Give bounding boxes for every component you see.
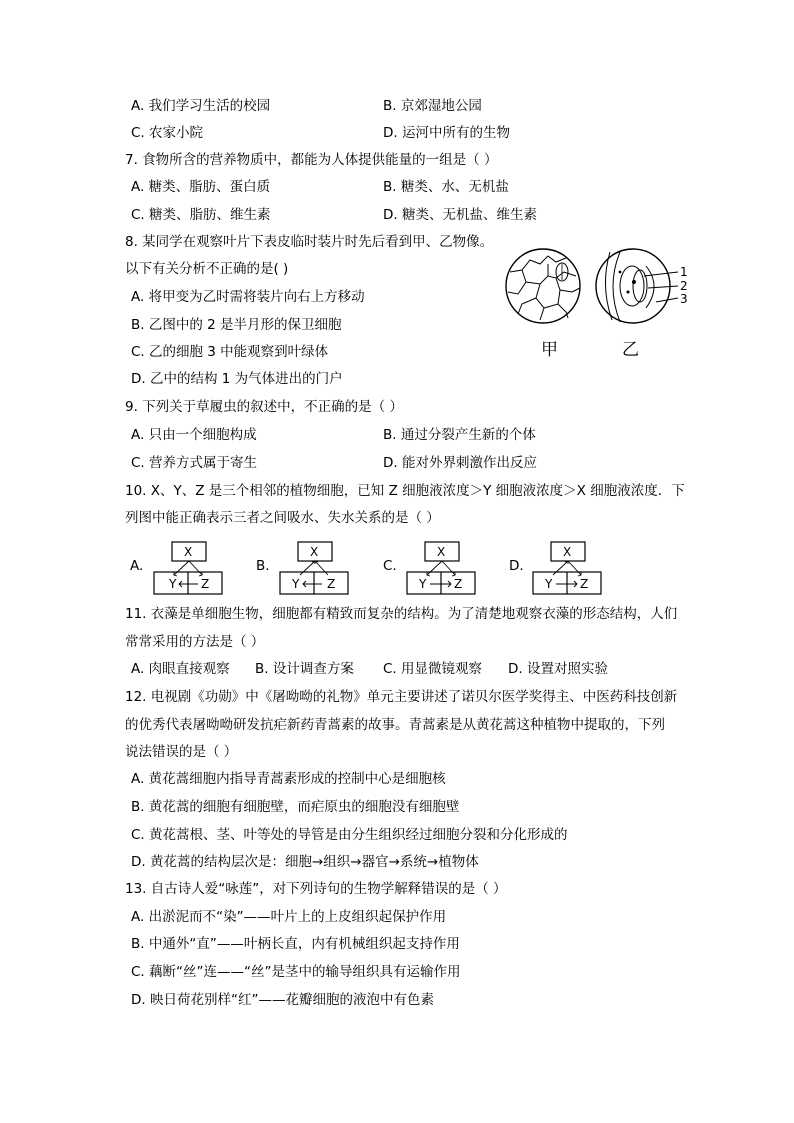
q10-option-d-label: D. bbox=[509, 558, 524, 574]
q13-option-b: B. 中通外“直”——叶柄长直，内有机械组织起支持作用 bbox=[131, 936, 460, 952]
q11-option-d: D. 设置对照实验 bbox=[508, 661, 608, 677]
q8-microscope-figure bbox=[500, 242, 695, 362]
q8-fig-label-3: 3 bbox=[680, 292, 688, 306]
q7-option-c: C. 糖类、脂肪、维生素 bbox=[131, 207, 271, 223]
svg-text:Y: Y bbox=[169, 577, 177, 591]
svg-text:Z: Z bbox=[327, 577, 336, 591]
q13-option-a: A. 出淤泥而不“染”——叶片上的上皮组织起保护作用 bbox=[131, 909, 447, 925]
q8-fig-label-yi: 乙 bbox=[622, 340, 639, 360]
q12-stem-line1: 12. 电视剧《功勋》中《屠呦呦的礼物》单元主要讲述了诺贝尔医学奖得主、中医药科技创新 bbox=[125, 689, 678, 705]
svg-text:Z: Z bbox=[201, 577, 210, 591]
q8-stem-line2: 以下有关分析不正确的是( ) bbox=[125, 261, 289, 277]
q8-option-c: C. 乙的细胞 3 中能观察到叶绿体 bbox=[131, 344, 329, 360]
q8-fig-label-jia: 甲 bbox=[541, 340, 558, 360]
q13-stem: 13. 自古诗人爱“咏莲”，对下列诗句的生物学解释错误的是（ ） bbox=[125, 881, 507, 897]
svg-text:Y: Y bbox=[419, 577, 427, 591]
q8-option-d: D. 乙中的结构 1 为气体进出的门户 bbox=[131, 371, 343, 387]
svg-text:Z: Z bbox=[580, 577, 589, 591]
q12-option-d: D. 黄花蒿的结构层次是：细胞→组织→器官→系统→植物体 bbox=[131, 854, 479, 870]
q9-option-a: A. 只由一个细胞构成 bbox=[131, 427, 257, 443]
q7-option-b: B. 糖类、水、无机盐 bbox=[383, 179, 509, 195]
q9-stem: 9. 下列关于草履虫的叙述中，不正确的是（ ） bbox=[125, 399, 403, 415]
q8-option-a: A. 将甲变为乙时需将装片向右上方移动 bbox=[131, 289, 365, 305]
svg-text:X: X bbox=[310, 545, 319, 559]
q10-stem-line2: 列图中能正确表示三者之间吸水、失水关系的是（ ） bbox=[125, 510, 440, 526]
q11-stem-line2: 常常采用的方法是（ ） bbox=[125, 634, 265, 650]
q6-option-c: C. 农家小院 bbox=[131, 125, 204, 141]
q6-option-b: B. 京郊湿地公园 bbox=[383, 98, 482, 114]
q7-option-a: A. 糖类、脂肪、蛋白质 bbox=[131, 179, 271, 195]
svg-text:X: X bbox=[563, 545, 572, 559]
q11-stem-line1: 11. 衣藻是单细胞生物，细胞都有精致而复杂的结构。为了清楚地观察衣藻的形态结构，人们 bbox=[125, 606, 678, 622]
q9-option-b: B. 通过分裂产生新的个体 bbox=[383, 427, 536, 443]
q10-diagram-c bbox=[405, 541, 477, 597]
q11-option-c: C. 用显微镜观察 bbox=[383, 661, 483, 677]
q11-option-a: A. 肉眼直接观察 bbox=[131, 661, 230, 677]
svg-text:Y: Y bbox=[292, 577, 300, 591]
q8-fig-label-2: 2 bbox=[680, 279, 688, 293]
q10-option-c-label: C. bbox=[383, 558, 397, 574]
q7-option-d: D. 糖类、无机盐、维生素 bbox=[383, 207, 537, 223]
q12-option-c: C. 黄花蒿根、茎、叶等处的导管是由分生组织经过细胞分裂和分化形成的 bbox=[131, 827, 568, 843]
q10-diagram-b bbox=[278, 541, 350, 597]
q11-option-b: B. 设计调查方案 bbox=[255, 661, 354, 677]
q7-stem: 7. 食物所含的营养物质中，都能为人体提供能量的一组是（ ） bbox=[125, 152, 498, 168]
q13-option-d: D. 映日荷花别样“红”——花瓣细胞的液泡中有色素 bbox=[131, 992, 434, 1008]
q13-option-c: C. 藕断“丝”连——“丝”是茎中的输导组织具有运输作用 bbox=[131, 964, 461, 980]
q6-option-a: A. 我们学习生活的校园 bbox=[131, 98, 271, 114]
q9-option-c: C. 营养方式属于寄生 bbox=[131, 455, 258, 471]
q9-option-d: D. 能对外界刺激作出反应 bbox=[383, 455, 537, 471]
q10-stem-line1: 10. X、Y、Z 是三个相邻的植物细胞，已知 Z 细胞液浓度＞Y 细胞液浓度＞X 细胞液浓度．下 bbox=[125, 483, 685, 499]
q10-diagram-a bbox=[152, 541, 224, 597]
q12-stem-line3: 说法错误的是（ ） bbox=[125, 744, 238, 760]
q6-option-d: D. 运河中所有的生物 bbox=[383, 125, 510, 141]
q10-diagram-d bbox=[531, 541, 603, 597]
q10-option-a-label: A. bbox=[130, 558, 144, 574]
q8-option-b: B. 乙图中的 2 是半月形的保卫细胞 bbox=[131, 317, 342, 333]
q12-option-a: A. 黄花蒿细胞内指导青蒿素形成的控制中心是细胞核 bbox=[131, 771, 446, 787]
svg-text:X: X bbox=[437, 545, 446, 559]
svg-text:Y: Y bbox=[545, 577, 553, 591]
q12-option-b: B. 黄花蒿的细胞有细胞壁，而疟原虫的细胞没有细胞壁 bbox=[131, 799, 460, 815]
svg-text:Z: Z bbox=[454, 577, 463, 591]
q10-option-b-label: B. bbox=[256, 558, 270, 574]
q12-stem-line2: 的优秀代表屠呦呦研发抗疟新药青蒿素的故事。青蒿素是从黄花蒿这种植物中提取的，下列 bbox=[125, 717, 665, 733]
q8-fig-label-1: 1 bbox=[680, 265, 688, 279]
q8-stem-line1: 8. 某同学在观察叶片下表皮临时装片时先后看到甲、乙物像。 bbox=[125, 234, 494, 250]
svg-text:X: X bbox=[184, 545, 193, 559]
